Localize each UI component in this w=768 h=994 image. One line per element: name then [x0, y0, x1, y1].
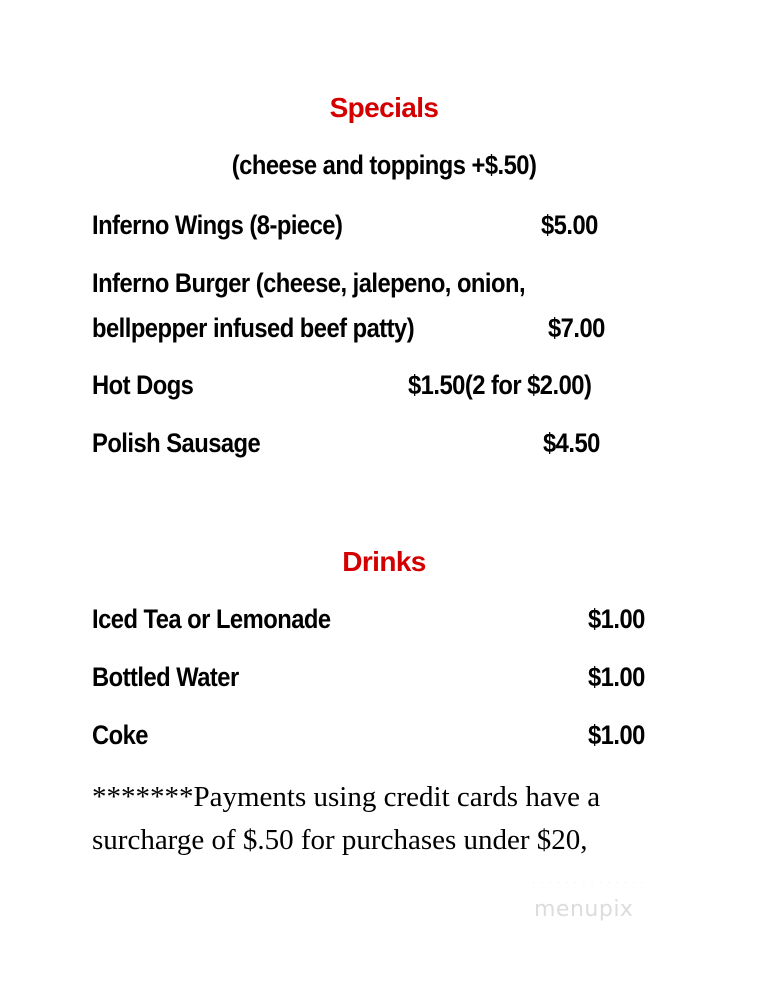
- item-price: $1.00: [588, 662, 645, 692]
- item-name: Inferno Wings (8-piece): [92, 210, 343, 240]
- item-name: Iced Tea or Lemonade: [92, 604, 331, 634]
- item-name: Polish Sausage: [92, 428, 261, 458]
- drinks-heading: Drinks: [342, 546, 426, 577]
- item-price: $7.00: [548, 313, 605, 343]
- watermark-faint-text: · · · · · · · · · · · · · ·: [532, 878, 645, 889]
- menupix-watermark: menupix: [534, 897, 634, 922]
- item-name-line1: Inferno Burger (cheese, jalepeno, onion,: [92, 268, 526, 298]
- item-price: $1.00: [588, 604, 645, 634]
- item-price: $5.00: [541, 210, 598, 240]
- payment-footnote: [92, 776, 692, 862]
- footnote-line-2: surcharge of $.50 for purchases under $20,: [92, 824, 588, 856]
- item-name-line2: bellpepper infused beef patty): [92, 313, 415, 343]
- specials-note: (cheese and toppings +$.50): [231, 150, 537, 180]
- footnote-line-1: *******Payments using credit cards have a: [92, 781, 601, 813]
- item-name: Hot Dogs: [92, 370, 194, 400]
- item-price: $4.50: [543, 428, 600, 458]
- item-price: $1.00: [588, 720, 645, 750]
- specials-heading: Specials: [329, 92, 439, 123]
- item-name: Coke: [92, 720, 148, 750]
- item-price: $1.50(2 for $2.00): [408, 370, 592, 400]
- specials-note-wrap: [0, 150, 768, 181]
- item-name: Bottled Water: [92, 662, 239, 692]
